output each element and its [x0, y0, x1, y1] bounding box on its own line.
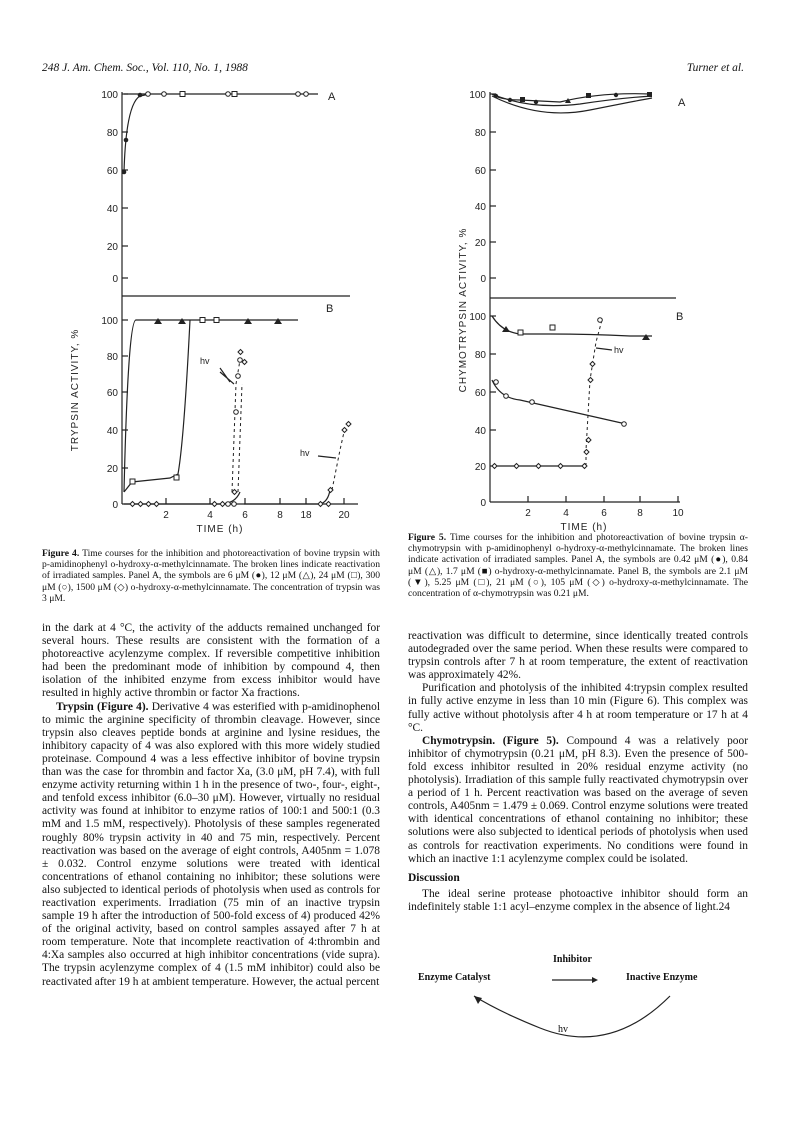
fig4-ylabel: TRYPSIN ACTIVITY, %: [70, 328, 81, 452]
fig4-ytick-a-60: 60: [106, 166, 118, 177]
fig4-b-curve-full: [124, 320, 298, 492]
right-paragraph-2: Purification and photolysis of the inhibited 4:trypsin complex resulted in fully active enzyme in less than 10 min (Figure 6). This complex was fully active without photolysis after 4 h at room temperature or 17 h at 4 °C.: [408, 682, 748, 734]
fig5-b-markers: [492, 318, 650, 469]
fig4-xticks: [163, 498, 350, 521]
fig5-ylabel: CHYMOTRYPSIN ACTIVITY, %: [458, 227, 469, 393]
fig4-ytick-b-100: 100: [101, 316, 118, 327]
fig4-xtick-4: 4: [207, 510, 213, 521]
fig5-ytick-a-60: 60: [474, 166, 486, 177]
fig4-ytick-a-40: 40: [106, 204, 118, 215]
fig5-ytick-b-60: 60: [474, 388, 486, 399]
figure-5: [440, 80, 740, 533]
scheme-forward-arrowhead: [592, 977, 598, 983]
scheme-enzyme-catalyst: Enzyme Catalyst: [418, 972, 491, 983]
figure-5-caption-text: Time courses for the inhibition and photoreactivation of bovine trypsin α-chymotrypsin with p-amidinophenyl o-hydroxy-α-methylcinnamate. The broken lines indicate activation of irradiated samples. Panel A, the symbols are 0.42 μM (●), 0.84 μM (△), 1.7 μM (■) o-hydroxy-α-methylcinnamate. Panel B, the symbols are 2.1 μM (▼), 5.25 μM (□), 21 μM (○), 105 μM (◇) o-hydroxy-α-methylcinnamate. The concentration of α-chymotrypsin was 0.21 μM.: [408, 532, 748, 600]
right-column-text: [408, 630, 748, 914]
fig4-ytick-b-40: 40: [106, 426, 118, 437]
fig4-panel-b-label: B: [326, 303, 334, 315]
fig5-xticks: [525, 496, 684, 519]
right-paragraph-3-head: Chymotrypsin. (Figure 5).: [422, 734, 559, 747]
fig4-panel-a-label: A: [328, 91, 336, 103]
fig4-ytick-b-60: 60: [106, 388, 118, 399]
left-paragraph-2-body: Derivative 4 was esterified with p-amidinophenol to mimic the arginine specificity of thrombin cleavage. However, since trypsin also cleaves peptide bonds at arginine and lysine residues, the inhibitory capacity of 4 was also explored with this more widely studied proteinase. Compound 4 was a less effective inhibitor of bovine trypsin than was the case for thrombin and factor Xa, (3.0 μM, pH 7.4), with full enzyme activity returning within 1 h in the presence of two-, four-, eight-, and tenfold excess inhibitor (6.0–30 μM). However, virtually no residual activity was found at inhibitor to enzyme ratios of 100:1 and 500:1 (0.3 mM and 1.5 mM, respectively). Photolysis of these samples regenerated roughly 80% trypsin activity in 40 and 75 min, respectively. Percent reactivation was based on the average of eight controls, A405nm = 1.078 ± 0.032. Control enzyme solutions were treated with identical concentrations of ethanol containing no inhibitor; these solutions were also subjected to identical periods of photolysis when used as controls for reactivation experiments. Irradiation (75 min of an inactive trypsin sample 19 h after the introduction of 500-fold excess of 4) produced 42% of the original activity, based on control samples assayed after 7 h at room temperature. Note that incomplete reactivation of 4:thrombin and 4:Xa samples also occurred at high inhibitor concentrations (vide supra). The trypsin acylenzyme complex of 4 (1.5 mM inhibitor) could also be reactivated after 19 h at ambient temperature. However, the actual percent: [42, 700, 380, 988]
fig5-ytick-b-20: 20: [474, 462, 486, 473]
fig5-b-hv-label: hv: [614, 345, 624, 355]
figure-4-caption-text: Time courses for the inhibition and photoreactivation of bovine trypsin with p-amidinophenyl o-hydroxy-α-methylcinnamate. The broken lines indicate reactivation of irradiated samples. Panel A, the symbols are 6 μM (●), 12 μM (△), 24 μM (□), 300 μM (○), 1500 μM (◇) o-hydroxy-α-methylcinnamate. The concentration of trypsin was 3 μM.: [42, 548, 380, 604]
fig4-ytick-a-100: 100: [101, 90, 118, 101]
left-paragraph-2-head: Trypsin (Figure 4).: [56, 700, 149, 713]
running-header-left: 248 J. Am. Chem. Soc., Vol. 110, No. 1, 1988: [42, 62, 248, 74]
fig4-b-hv-label-2: hv: [300, 448, 310, 458]
fig4-a-markers: [122, 92, 309, 175]
scheme-hv-label: hv: [558, 1024, 568, 1035]
fig4-b-dash-2: [238, 384, 242, 492]
fig4-b-curve-square: [124, 320, 190, 492]
figure-5-caption-title: Figure 5.: [408, 532, 447, 543]
fig5-xtick-8: 8: [637, 508, 643, 519]
fig5-ytick-a-80: 80: [474, 128, 486, 139]
fig4-ytick-b-20: 20: [106, 464, 118, 475]
fig4-ytick-a-0: 0: [112, 274, 118, 285]
fig4-b-hv-arrow: [220, 368, 234, 384]
fig4-ytick-a-20: 20: [106, 242, 118, 253]
fig5-xtick-10: 10: [672, 508, 684, 519]
figure-4-caption-title: Figure 4.: [42, 548, 80, 559]
fig5-ytick-b-80: 80: [474, 350, 486, 361]
fig5-b-curve-lin: [492, 380, 626, 424]
fig4-b-curve-diamond-right: [244, 490, 330, 504]
fig4-xlabel: TIME (h): [196, 524, 244, 535]
fig4-xtick-8: 8: [277, 510, 283, 521]
fig5-ytick-a-20: 20: [474, 238, 486, 249]
fig4-xtick-2: 2: [163, 510, 169, 521]
fig5-ytick-b-0: 0: [480, 498, 486, 509]
fig4-ytick-a-80: 80: [106, 128, 118, 139]
scheme-arrows: [440, 960, 740, 1040]
scheme-inactive-enzyme: Inactive Enzyme: [626, 972, 698, 983]
left-paragraph-2: [42, 701, 380, 989]
figure-5-caption: [408, 532, 748, 599]
figure-4: [60, 80, 420, 560]
scheme-inhibitor-label: Inhibitor: [553, 954, 592, 965]
fig5-b-dash: [586, 320, 602, 466]
fig5-ytick-b-100: 100: [469, 312, 486, 323]
fig5-yticks-b: [469, 312, 496, 509]
left-paragraph-1: in the dark at 4 °C, the activity of the adducts remained unchanged for several hours. These results are consistent with the formation of a photoreactive acylenzyme complex. If reversible competitive inhibition had been the predominant mode of inhibition by compound 4, then isolation of the inhibited enzyme from excess inhibitor would have resulted in highly active thrombin or factor Xa fractions.: [42, 622, 380, 700]
fig4-ytick-b-80: 80: [106, 352, 118, 363]
fig4-xtick-20: 20: [338, 510, 350, 521]
fig5-b-hv-arrow: [596, 348, 612, 350]
fig5-xlabel: TIME (h): [560, 522, 608, 533]
fig5-xtick-6: 6: [601, 508, 607, 519]
fig5-panel-a-label: A: [678, 97, 686, 109]
running-header-right: Turner et al.: [686, 62, 744, 74]
right-paragraph-1: reactivation was difficult to determine, since identically treated controls autodegraded over the same period. When these results were compared to trypsin controls after 7 h at room temperature, the extent of reactivation was approximately 42%.: [408, 630, 748, 682]
discussion-heading: Discussion: [408, 871, 460, 884]
fig4-a-curve-drop: [124, 94, 150, 172]
fig4-ytick-b-0: 0: [112, 500, 118, 511]
figure-4-caption: [42, 548, 380, 604]
fig5-ytick-a-0: 0: [480, 274, 486, 285]
fig4-xtick-18: 18: [300, 510, 312, 521]
fig5-ytick-a-100: 100: [469, 90, 486, 101]
fig4-b-hv-label-1: hv: [200, 356, 210, 366]
fig4-b-dash-3: [332, 432, 344, 490]
fig4-xtick-6: 6: [242, 510, 248, 521]
fig4-b-hv-arrow-2: [318, 456, 336, 458]
fig5-yticks-a: [469, 90, 496, 285]
right-paragraph-3: [408, 735, 748, 866]
fig5-xtick-2: 2: [525, 508, 531, 519]
fig5-b-curve-top: [492, 316, 652, 336]
fig5-ytick-b-40: 40: [474, 426, 486, 437]
fig5-panel-b-label: B: [676, 311, 684, 323]
left-column-text: [42, 622, 380, 989]
fig5-xtick-4: 4: [563, 508, 569, 519]
right-paragraph-3-body: Compound 4 was a relatively poor inhibitor of chymotrypsin (0.21 μM, pH 8.3). Even the presence of 500-fold excess inhibitor resulted in 20% residual enzyme activity (no photolysis). Irradiation of this sample fully reactivated chymotrypsin over a period of 1 h. Percent reactivation was based on the average of seven controls, A405nm = 1.479 ± 0.069. Control enzyme solutions were treated with identical concentrations of ethanol containing no inhibitor; these solutions were also subjected to identical periods of photolysis when used as controls for reactivation experiments. No conditions were found in which an inactive 1:1 acylenzyme complex could be isolated.: [408, 734, 748, 865]
scheme-return-arc: [474, 996, 670, 1037]
fig4-yticks-a: [101, 90, 128, 285]
right-paragraph-4: The ideal serine protease photoactive inhibitor should form an indefinitely stable 1:1 acyl–enzyme complex in the absence of light.24: [408, 887, 748, 913]
fig5-ytick-a-40: 40: [474, 202, 486, 213]
